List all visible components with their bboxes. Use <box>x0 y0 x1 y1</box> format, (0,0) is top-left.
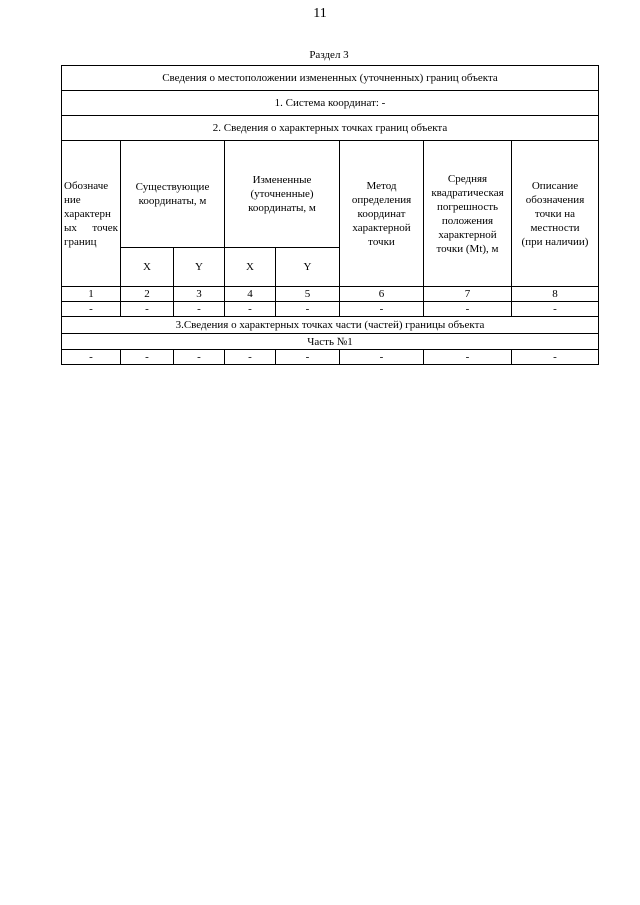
header-description <box>512 141 599 287</box>
header-line: координат <box>357 207 406 220</box>
table-cell: - <box>62 302 121 317</box>
header-line: Описание <box>531 179 579 192</box>
header-line: Существующие <box>135 181 210 193</box>
table-cell: - <box>225 350 276 365</box>
header-line: местности <box>530 221 580 234</box>
table-cell: - <box>62 350 121 365</box>
header-line: границ <box>64 235 97 248</box>
header-existing-x: X <box>121 248 174 287</box>
header-line: положения <box>441 214 494 227</box>
column-number: 5 <box>276 287 340 302</box>
header-existing-coords <box>121 141 225 248</box>
page-number: 11 <box>313 6 327 21</box>
header-line: точки (Mt), м <box>436 242 499 255</box>
header-line: (уточненные) <box>250 188 314 200</box>
header-changed-coords <box>225 141 340 248</box>
header-line: Измененные <box>252 174 312 186</box>
table-cell: - <box>174 350 225 365</box>
header-line: ние <box>64 193 81 206</box>
header-line: характерной <box>352 221 411 234</box>
header-method <box>340 141 424 287</box>
column-number: 4 <box>225 287 276 302</box>
header-line: Метод <box>366 179 397 192</box>
header-changed-x: X <box>225 248 276 287</box>
column-number: 8 <box>512 287 599 302</box>
header-line: координаты, м <box>138 195 207 207</box>
header-line: квадратическая <box>431 186 504 199</box>
table-cell: - <box>340 350 424 365</box>
column-number: 7 <box>424 287 512 302</box>
header-line: ых точек <box>64 221 118 234</box>
boundary-points-table <box>61 65 599 365</box>
column-number: 3 <box>174 287 225 302</box>
table-cell: - <box>512 302 599 317</box>
table-cell: - <box>424 302 512 317</box>
header-line: Обозначе <box>64 179 109 192</box>
table-cell: - <box>225 302 276 317</box>
table-cell: - <box>340 302 424 317</box>
header-line: характерн <box>64 207 111 220</box>
table-cell: - <box>276 302 340 317</box>
header-line: точки <box>368 235 395 248</box>
table-cell: - <box>424 350 512 365</box>
table-heading: Сведения о местоположении измененных (уточненных) границ объекта <box>62 66 599 91</box>
header-line: точки на <box>534 207 576 220</box>
points-title: 2. Сведения о характерных точках границ объекта <box>62 116 599 141</box>
table-cell: - <box>121 350 174 365</box>
section-title: Раздел 3 <box>309 49 349 61</box>
table-cell: - <box>512 350 599 365</box>
part-label: Часть №1 <box>62 334 599 350</box>
coordinate-system: 1. Система координат: - <box>62 91 599 116</box>
header-line: обозначения <box>525 193 585 206</box>
header-line: характерной <box>438 228 497 241</box>
header-line: координаты, м <box>248 202 316 214</box>
table-cell: - <box>276 350 340 365</box>
header-point-designation <box>62 141 121 287</box>
column-number: 6 <box>340 287 424 302</box>
table-cell: - <box>121 302 174 317</box>
header-changed-y: Y <box>276 248 340 287</box>
table-cell: - <box>174 302 225 317</box>
header-mean-error <box>424 141 512 287</box>
part-points-title: 3.Сведения о характерных точках части (частей) границы объекта <box>62 317 599 334</box>
header-line: определения <box>351 193 412 206</box>
header-line: погрешность <box>436 200 499 213</box>
header-line: Средняя <box>447 172 488 185</box>
column-number: 1 <box>62 287 121 302</box>
header-line: (при наличии) <box>521 235 589 248</box>
header-existing-y: Y <box>174 248 225 287</box>
column-number: 2 <box>121 287 174 302</box>
